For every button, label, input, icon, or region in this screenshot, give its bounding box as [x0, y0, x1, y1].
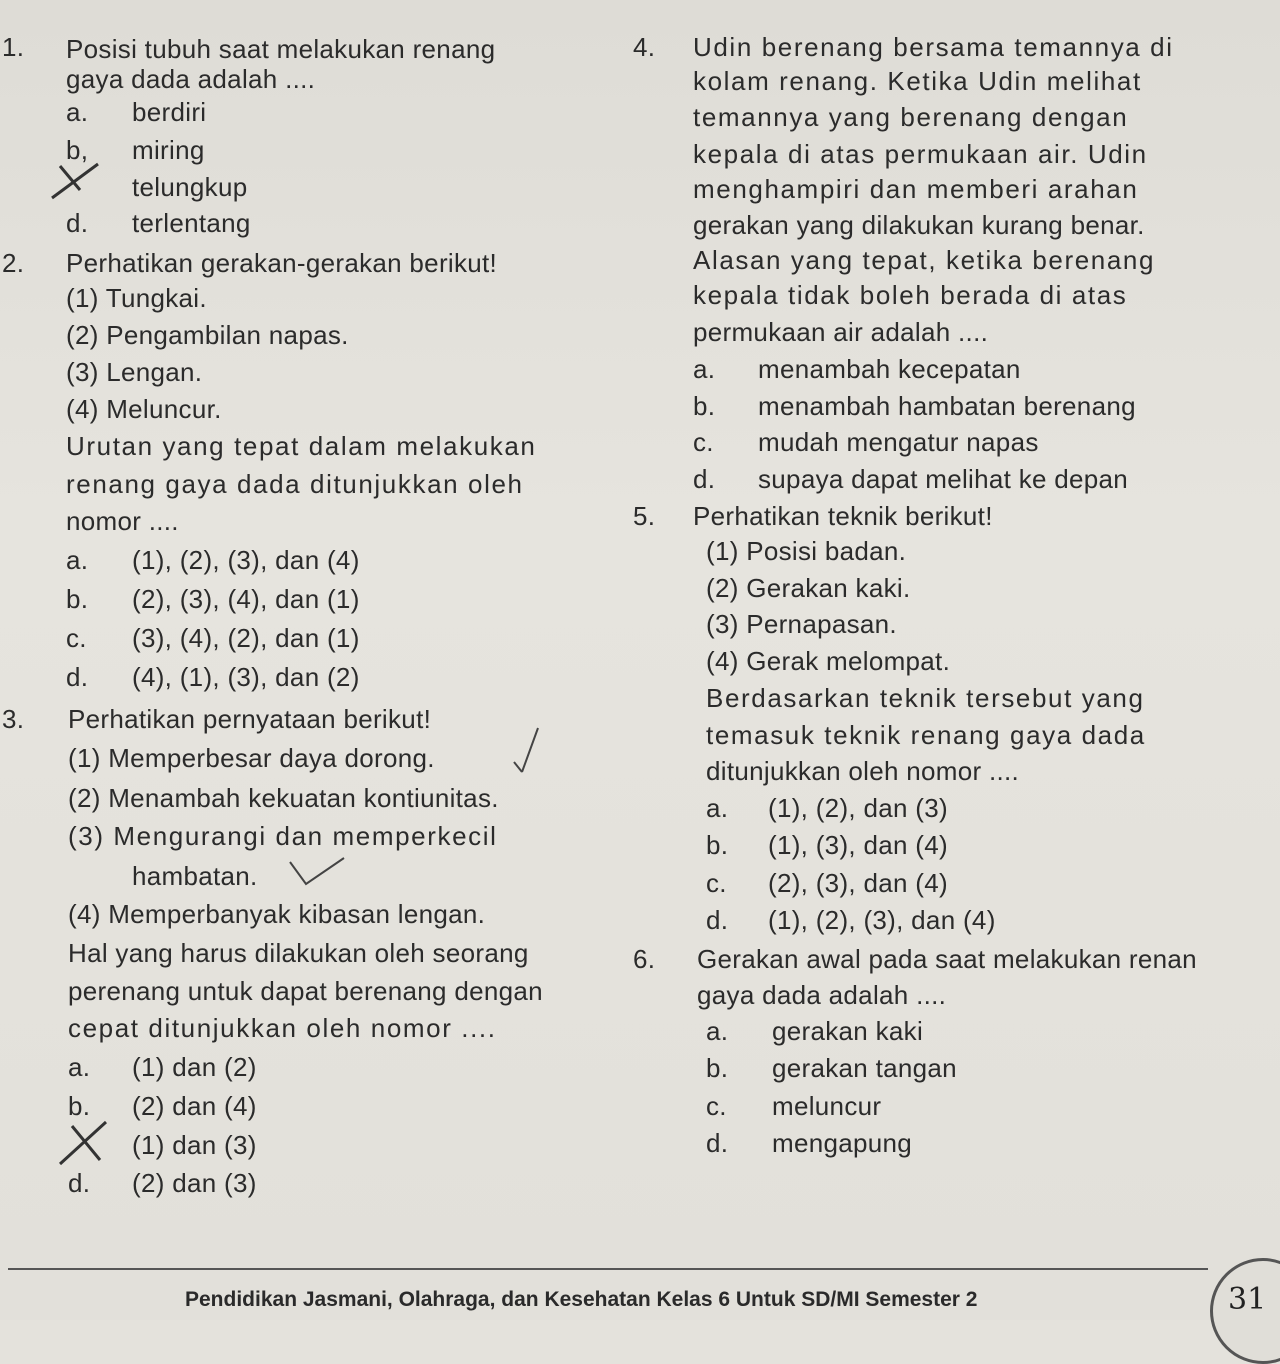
q5-number: 5.	[633, 501, 656, 531]
q4-number: 4.	[633, 32, 656, 62]
q3-number: 3.	[2, 704, 25, 734]
q1-option-b-letter: b,	[66, 135, 89, 165]
check-mark-icon	[510, 726, 550, 776]
q2-option-a-letter: a.	[66, 545, 89, 575]
q5-option-c-text: (2), (3), dan (4)	[768, 868, 948, 898]
q5-option-d-letter: d.	[706, 905, 729, 935]
q1-option-a-letter: a.	[66, 97, 89, 127]
q1-option-d-letter: d.	[66, 208, 89, 238]
q6-option-d-text: mengapung	[772, 1128, 913, 1158]
q4-line9: permukaan air adalah ....	[693, 317, 989, 347]
q5-option-b-letter: b.	[706, 830, 729, 860]
q6-option-a-letter: a.	[706, 1016, 729, 1046]
q2-item-3: (3) Lengan.	[66, 357, 203, 387]
q5-option-a-text: (1), (2), dan (3)	[768, 793, 948, 823]
q3-item-2: (2) Menambah kekuatan kontiunitas.	[68, 783, 499, 813]
q1-option-a-text: berdiri	[132, 97, 207, 127]
q3-option-c-text: (1) dan (3)	[132, 1130, 257, 1160]
q5-question-line1: Berdasarkan teknik tersebut yang	[706, 683, 1145, 713]
q2-item-1: (1) Tungkai.	[66, 283, 207, 313]
q3-stem: Perhatikan pernyataan berikut!	[68, 704, 432, 734]
q1-stem-line1: Posisi tubuh saat melakukan renang	[66, 34, 496, 64]
q5-option-a-letter: a.	[706, 793, 729, 823]
q3-option-a-letter: a.	[68, 1052, 91, 1082]
q5-option-c-letter: c.	[706, 868, 727, 898]
q3-question-line3: cepat ditunjukkan oleh nomor ....	[68, 1013, 497, 1043]
q5-item-1: (1) Posisi badan.	[706, 536, 907, 566]
q3-option-d-text: (2) dan (3)	[132, 1168, 257, 1198]
q2-question-line3: nomor ....	[66, 506, 179, 536]
q3-item-4: (4) Memperbanyak kibasan lengan.	[68, 899, 486, 929]
q2-item-2: (2) Pengambilan napas.	[66, 320, 349, 350]
q6-option-c-letter: c.	[706, 1091, 727, 1121]
q2-option-b-letter: b.	[66, 584, 89, 614]
book-title: Pendidikan Jasmani, Olahraga, dan Kesehatan Kelas 6 Untuk SD/MI Semester 2	[185, 1288, 978, 1311]
q6-stem-line2: gaya dada adalah ....	[697, 980, 947, 1010]
q2-number: 2.	[2, 248, 25, 278]
q2-question-line1: Urutan yang tepat dalam melakukan	[66, 431, 537, 461]
q5-item-2: (2) Gerakan kaki.	[706, 573, 911, 603]
q2-stem: Perhatikan gerakan-gerakan berikut!	[66, 248, 498, 278]
q4-line2: kolam renang. Ketika Udin melihat	[693, 66, 1142, 96]
q4-line8: kepala tidak boleh berada di atas	[693, 280, 1128, 310]
q6-stem-line1: Gerakan awal pada saat melakukan renan	[697, 944, 1197, 974]
q4-line4: kepala di atas permukaan air. Udin	[693, 139, 1148, 169]
q2-option-c-text: (3), (4), (2), dan (1)	[132, 623, 360, 653]
q2-option-d-text: (4), (1), (3), dan (2)	[132, 662, 360, 692]
q4-option-d-text: supaya dapat melihat ke depan	[758, 464, 1129, 494]
q4-line3: temannya yang berenang dengan	[693, 102, 1129, 132]
q4-line6: gerakan yang dilakukan kurang benar.	[693, 210, 1145, 240]
q5-item-4: (4) Gerak melompat.	[706, 646, 951, 676]
q2-option-b-text: (2), (3), (4), dan (1)	[132, 584, 360, 614]
q3-option-d-letter: d.	[68, 1168, 91, 1198]
q1-option-b-text: miring	[132, 135, 205, 165]
q2-item-4: (4) Meluncur.	[66, 394, 222, 424]
q4-option-c-letter: c.	[693, 427, 714, 457]
q4-option-d-letter: d.	[693, 464, 716, 494]
q4-option-a-text: menambah kecepatan	[758, 354, 1021, 384]
q5-question-line2: temasuk teknik renang gaya dada	[706, 720, 1146, 750]
q4-option-b-text: menambah hambatan berenang	[758, 391, 1136, 421]
q3-item-1: (1) Memperbesar daya dorong.	[68, 743, 435, 773]
check-mark-icon	[284, 856, 354, 892]
q6-option-a-text: gerakan kaki	[772, 1016, 924, 1046]
q6-option-b-text: gerakan tangan	[772, 1053, 957, 1083]
q6-option-b-letter: b.	[706, 1053, 729, 1083]
answer-cross-mark-icon	[46, 160, 106, 200]
footer-rule	[8, 1268, 1208, 1270]
q2-option-a-text: (1), (2), (3), dan (4)	[132, 545, 360, 575]
q4-option-a-letter: a.	[693, 354, 716, 384]
q6-option-d-letter: d.	[706, 1128, 729, 1158]
q1-option-c-text: telungkup	[132, 172, 248, 202]
answer-cross-mark-icon	[56, 1118, 116, 1168]
q4-option-c-text: mudah mengatur napas	[758, 427, 1039, 457]
q3-option-a-text: (1) dan (2)	[132, 1052, 257, 1082]
q4-line5: menghampiri dan memberi arahan	[693, 174, 1139, 204]
q4-line7: Alasan yang tepat, ketika berenang	[693, 245, 1156, 275]
q5-option-d-text: (1), (2), (3), dan (4)	[768, 905, 996, 935]
q5-question-line3: ditunjukkan oleh nomor ....	[706, 756, 1020, 786]
q3-question-line2: perenang untuk dapat berenang dengan	[68, 976, 543, 1006]
q3-option-b-letter: b.	[68, 1091, 91, 1121]
q3-question-line1: Hal yang harus dilakukan oleh seorang	[68, 938, 529, 968]
q5-stem: Perhatikan teknik berikut!	[693, 501, 993, 531]
q5-item-3: (3) Pernapasan.	[706, 609, 897, 639]
q2-question-line2: renang gaya dada ditunjukkan oleh	[66, 469, 524, 499]
q1-stem-line2: gaya dada adalah ....	[66, 64, 316, 94]
q3-item-3: (3) Mengurangi dan memperkecil	[68, 821, 498, 851]
q3-option-b-text: (2) dan (4)	[132, 1091, 257, 1121]
q2-option-c-letter: c.	[66, 623, 87, 653]
cropped-header-remnant	[0, 0, 1280, 24]
q4-option-b-letter: b.	[693, 391, 716, 421]
q1-option-d-text: terlentang	[132, 208, 251, 238]
q3-item-3-cont: hambatan.	[132, 861, 258, 891]
q5-option-b-text: (1), (3), dan (4)	[768, 830, 948, 860]
page-number: 31	[1228, 1282, 1267, 1317]
q6-number: 6.	[633, 944, 656, 974]
q6-option-c-text: meluncur	[772, 1091, 882, 1121]
q1-number: 1.	[2, 32, 25, 62]
q4-line1: Udin berenang bersama temannya di	[693, 32, 1174, 62]
q2-option-d-letter: d.	[66, 662, 89, 692]
